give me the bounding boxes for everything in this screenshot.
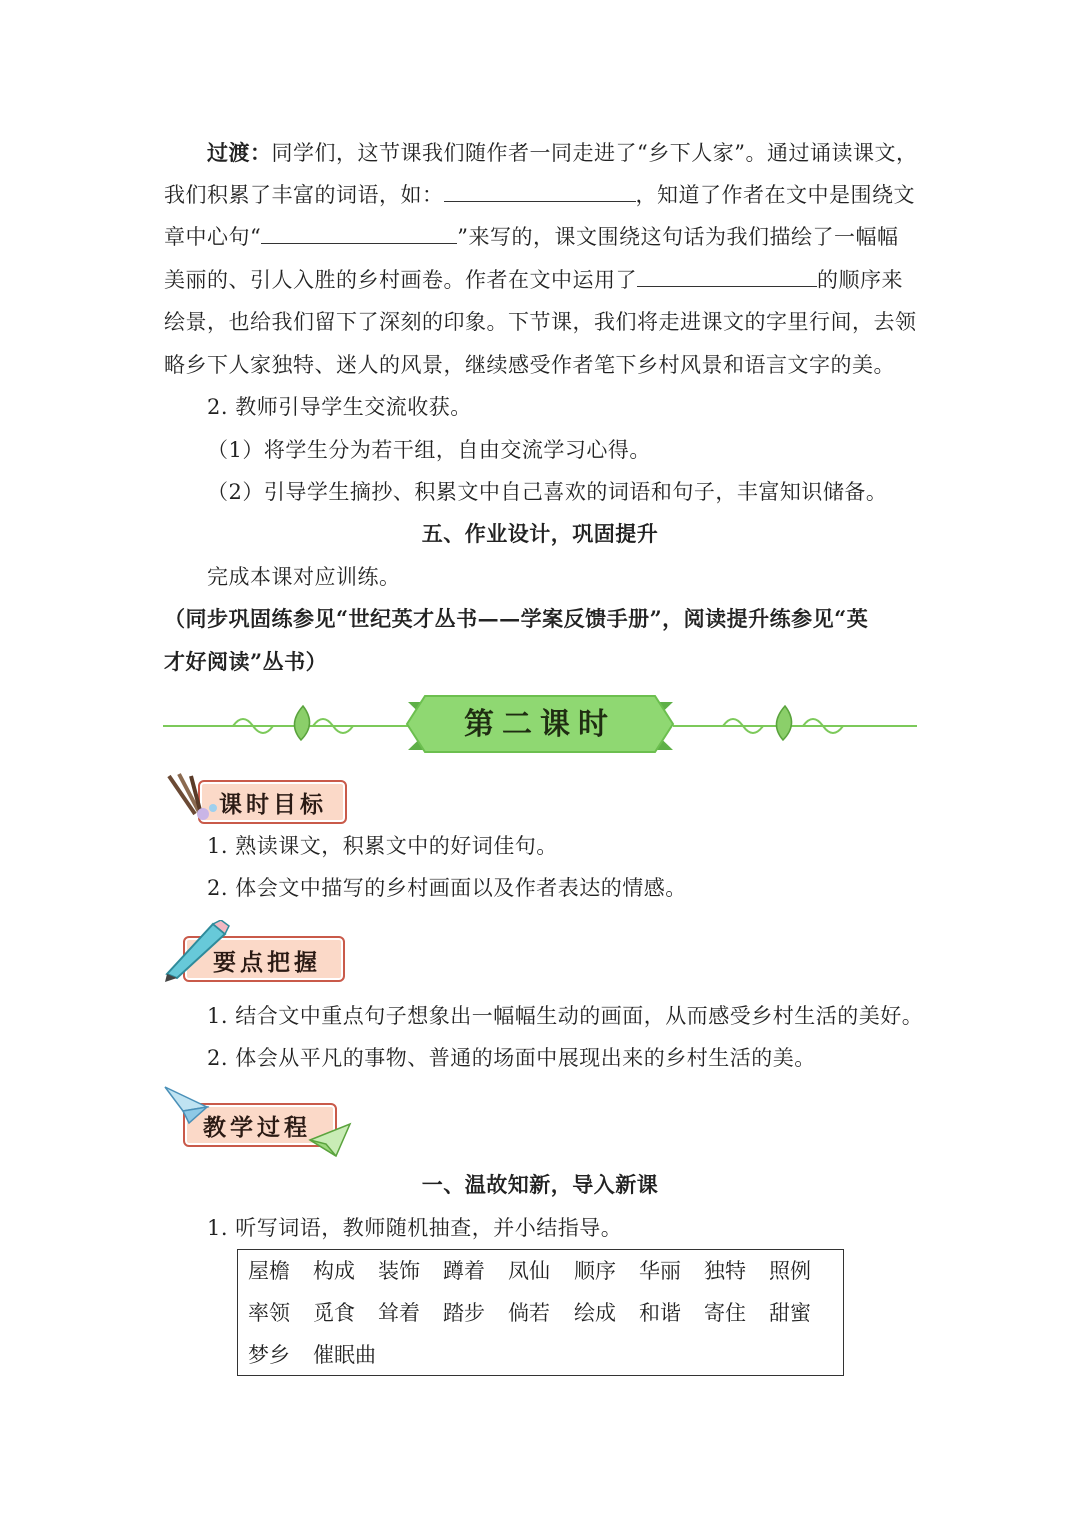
section5-heading: 五、作业设计，巩固提升 (421, 521, 659, 546)
keypoint-item-2: 2. 体会从平凡的事物、普通的场面中展现出来的乡村生活的美。 (207, 1046, 816, 1070)
keypoint-item-1: 1. 结合文中重点句子想象出一幅幅生动的画面，从而感受乡村生活的美好。 (207, 1004, 924, 1028)
objectives-badge-label: 课时目标 (219, 791, 327, 818)
section5-note-line-2: 才好阅读”丛书） (164, 649, 328, 674)
word: 屋檐 (248, 1259, 290, 1283)
word: 和谐 (639, 1301, 681, 1325)
step2-sub2: （2）引导学生摘抄、积累文中自己喜欢的词语和句子，丰富知识储备。 (207, 480, 888, 504)
objective-item-2: 2. 体会文中描写的乡村画面以及作者表达的情感。 (207, 876, 687, 900)
brush-icon (163, 770, 223, 825)
word: 构成 (313, 1259, 355, 1283)
section5-task: 完成本课对应训练。 (207, 565, 401, 589)
fill-blank-order (637, 266, 817, 287)
word: 独特 (704, 1259, 746, 1283)
word: 照例 (769, 1259, 811, 1283)
paper-plane-green-icon (308, 1120, 353, 1160)
word: 耸着 (378, 1301, 420, 1325)
word: 华丽 (639, 1259, 681, 1283)
process-badge (163, 1085, 353, 1160)
process-badge-label: 教学过程 (203, 1114, 311, 1141)
word: 绘成 (574, 1301, 616, 1325)
banner-title: 第二课时 (464, 707, 616, 742)
process-step1: 1. 听写词语，教师随机抽查，并小结指导。 (207, 1216, 623, 1240)
word: 甜蜜 (769, 1301, 811, 1325)
transition-line-4: 美丽的、引人入胜的乡村画卷。作者在文中运用了 的顺序来 (164, 268, 903, 292)
word: 顺序 (574, 1259, 616, 1283)
word: 率领 (248, 1301, 290, 1325)
transition-label: 过渡： (207, 140, 272, 165)
word: 踏步 (443, 1301, 485, 1325)
transition-line-6: 略乡下人家独特、迷人的风景，继续感受作者笔下乡村风景和语言文字的美。 (164, 353, 895, 377)
section5-note-line-1: （同步巩固练参见“世纪英才丛书——学案反馈手册”，阅读提升练参见“英 (164, 606, 869, 631)
word: 觅食 (313, 1301, 355, 1325)
process-section1-heading: 一、温故知新，导入新课 (421, 1172, 659, 1197)
word: 凤仙 (508, 1259, 550, 1283)
transition-line-1: 过渡：同学们，这节课我们随作者一同走进了“乡下人家”。通过诵读课文， (207, 140, 918, 165)
fill-blank-sentence (261, 223, 457, 244)
lesson-banner (163, 690, 917, 760)
transition-line-3: 章中心句“ ”来写的，课文围绕这句话为我们描绘了一幅幅 (164, 225, 899, 249)
step2-sub1: （1）将学生分为若干组，自由交流学习心得。 (207, 438, 651, 462)
objectives-badge (163, 770, 348, 825)
word: 寄住 (704, 1301, 746, 1325)
word: 梦乡 (248, 1343, 290, 1367)
word: 催眠曲 (313, 1343, 376, 1367)
transition-line-2: 我们积累了丰富的词语，如： ，知道了作者在文中是围绕文 (164, 183, 915, 207)
keypoints-badge-label: 要点把握 (213, 949, 321, 976)
keypoints-badge (163, 920, 348, 982)
word: 装饰 (378, 1259, 420, 1283)
fill-blank-words (444, 181, 636, 202)
transition-line-5: 绘景，也给我们留下了深刻的印象。下节课，我们将走进课文的字里行间，去领 (164, 310, 917, 334)
vocabulary-box (237, 1249, 844, 1376)
step2-title: 2. 教师引导学生交流收获。 (207, 395, 472, 419)
objective-item-1: 1. 熟读课文，积累文中的好词佳句。 (207, 834, 558, 858)
word: 蹲着 (443, 1259, 485, 1283)
word: 倘若 (508, 1301, 550, 1325)
